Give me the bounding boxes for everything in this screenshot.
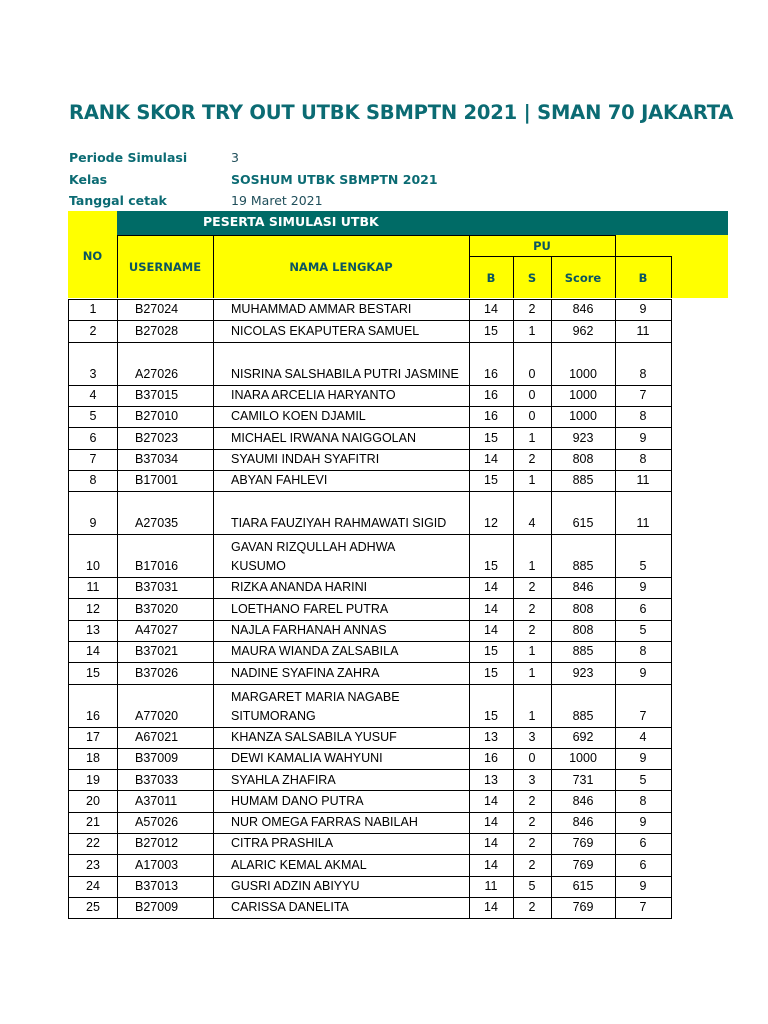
row-b: 13 bbox=[484, 729, 498, 744]
grid-line bbox=[68, 406, 671, 407]
row-b: 14 bbox=[484, 900, 498, 915]
grid-line bbox=[68, 534, 671, 535]
header-no: NO bbox=[82, 249, 103, 263]
row-b: 14 bbox=[484, 580, 498, 595]
row-score: 846 bbox=[572, 793, 594, 808]
row-name: DEWI KAMALIA WAHYUNI bbox=[231, 751, 383, 766]
grid-line bbox=[68, 769, 671, 770]
row-number: 12 bbox=[86, 601, 100, 616]
row-number: 15 bbox=[86, 665, 100, 680]
kelas-label: Kelas bbox=[69, 172, 108, 187]
row-score: 885 bbox=[572, 644, 594, 659]
row-name: SITUMORANG bbox=[231, 708, 316, 723]
row-s: 2 bbox=[528, 623, 536, 637]
row-s: 2 bbox=[528, 302, 536, 317]
grid-line bbox=[68, 790, 671, 791]
row-username: A57026 bbox=[135, 815, 179, 830]
row-b2: 9 bbox=[639, 879, 647, 893]
row-b2: 5 bbox=[639, 772, 647, 787]
row-name: RIZKA ANANDA HARINI bbox=[231, 580, 368, 595]
row-username: A37011 bbox=[135, 793, 178, 808]
row-name: NICOLAS EKAPUTERA SAMUEL bbox=[231, 323, 420, 338]
grid-line bbox=[68, 897, 671, 898]
row-s: 2 bbox=[528, 793, 536, 808]
row-s: 5 bbox=[528, 879, 536, 893]
row-b2: 6 bbox=[639, 836, 647, 851]
row-b: 13 bbox=[484, 772, 498, 787]
header-nama: NAMA LENGKAP bbox=[289, 260, 393, 274]
row-username: B37021 bbox=[135, 644, 179, 659]
grid-line bbox=[615, 299, 616, 919]
row-number: 14 bbox=[86, 644, 100, 659]
row-name: CITRA PRASHILA bbox=[231, 836, 334, 851]
row-name: LOETHANO FAREL PUTRA bbox=[231, 601, 389, 616]
grid-line bbox=[68, 684, 671, 685]
row-score: 808 bbox=[572, 601, 594, 616]
row-b2: 9 bbox=[639, 665, 647, 680]
row-b2: 6 bbox=[639, 857, 647, 872]
row-b: 15 bbox=[484, 430, 498, 445]
grid-line bbox=[68, 598, 671, 599]
row-number: 7 bbox=[89, 451, 97, 466]
row-b2: 11 bbox=[636, 323, 650, 338]
row-name: MICHAEL IRWANA NAIGGOLAN bbox=[231, 430, 416, 445]
row-score: 615 bbox=[572, 879, 594, 893]
row-score: 846 bbox=[572, 580, 594, 595]
row-b2: 8 bbox=[639, 366, 647, 381]
row-username: B17016 bbox=[135, 559, 179, 574]
row-name: INARA ARCELIA HARYANTO bbox=[231, 387, 396, 402]
row-number: 18 bbox=[86, 751, 100, 766]
row-username: B27024 bbox=[135, 302, 179, 317]
header-pu: PU bbox=[533, 239, 551, 253]
row-number: 22 bbox=[86, 836, 100, 851]
row-b2: 6 bbox=[639, 601, 647, 616]
grid-line bbox=[68, 662, 671, 663]
row-b2: 7 bbox=[639, 708, 647, 723]
row-b2: 5 bbox=[639, 559, 647, 574]
row-name: NAJLA FARHANAH ANNAS bbox=[231, 623, 387, 637]
grid-line bbox=[68, 470, 671, 471]
row-s: 1 bbox=[528, 665, 536, 680]
row-b: 15 bbox=[484, 323, 498, 338]
row-b2: 8 bbox=[639, 409, 647, 424]
row-username: B37031 bbox=[135, 580, 179, 595]
grid-line bbox=[68, 427, 671, 428]
grid-line bbox=[551, 256, 552, 298]
grid-line bbox=[68, 491, 671, 492]
row-username: B37013 bbox=[135, 879, 179, 893]
row-username: B37015 bbox=[135, 387, 179, 402]
row-score: 1000 bbox=[569, 409, 597, 424]
grid-line bbox=[469, 235, 470, 298]
header-s: S bbox=[527, 271, 537, 285]
row-number: 24 bbox=[86, 879, 100, 893]
row-score: 731 bbox=[572, 772, 594, 787]
row-b: 12 bbox=[484, 516, 498, 531]
row-score: 885 bbox=[572, 559, 594, 574]
row-s: 2 bbox=[528, 836, 536, 851]
row-number: 19 bbox=[86, 772, 100, 787]
row-score: 923 bbox=[572, 665, 594, 680]
row-name: GUSRI ADZIN ABIYYU bbox=[231, 879, 360, 893]
row-name: MUHAMMAD AMMAR BESTARI bbox=[231, 302, 412, 317]
row-number: 6 bbox=[89, 430, 97, 445]
row-s: 1 bbox=[528, 708, 536, 723]
row-number: 13 bbox=[86, 623, 100, 637]
row-username: A17003 bbox=[135, 857, 179, 872]
row-b: 15 bbox=[484, 644, 498, 659]
row-b2: 7 bbox=[639, 900, 647, 915]
row-score: 692 bbox=[572, 729, 594, 744]
row-b2: 8 bbox=[639, 644, 647, 659]
row-s: 1 bbox=[528, 323, 536, 338]
row-b2: 11 bbox=[636, 516, 650, 531]
row-score: 1000 bbox=[569, 387, 597, 402]
page-title: RANK SKOR TRY OUT UTBK SBMPTN 2021 | SMAN 70 JAKARTA bbox=[69, 101, 734, 124]
row-name: GAVAN RIZQULLAH ADHWA bbox=[231, 540, 396, 555]
row-username: B27023 bbox=[135, 430, 179, 445]
row-b: 14 bbox=[484, 857, 498, 872]
row-number: 4 bbox=[89, 387, 97, 402]
grid-line bbox=[68, 299, 671, 300]
grid-line bbox=[551, 299, 552, 919]
row-username: A67021 bbox=[135, 729, 179, 744]
row-b2: 9 bbox=[639, 580, 647, 595]
grid-line bbox=[615, 235, 616, 298]
row-score: 769 bbox=[572, 857, 594, 872]
grid-line bbox=[68, 620, 671, 621]
row-b: 14 bbox=[484, 302, 498, 317]
grid-line bbox=[68, 320, 671, 321]
row-number: 17 bbox=[86, 729, 100, 744]
row-username: A47027 bbox=[135, 623, 179, 637]
header-b: B bbox=[486, 271, 496, 285]
row-username: B37009 bbox=[135, 751, 179, 766]
row-score: 885 bbox=[572, 708, 594, 723]
row-b2: 11 bbox=[636, 473, 650, 488]
row-name: KHANZA SALSABILA YUSUF bbox=[231, 729, 397, 744]
row-b: 14 bbox=[484, 815, 498, 830]
row-username: B37033 bbox=[135, 772, 179, 787]
row-b2: 5 bbox=[639, 623, 647, 637]
row-username: B27028 bbox=[135, 323, 179, 338]
row-score: 846 bbox=[572, 815, 594, 830]
row-b: 14 bbox=[484, 623, 498, 637]
row-b2: 9 bbox=[639, 815, 647, 830]
row-name: NADINE SYAFINA ZAHRA bbox=[231, 665, 380, 680]
grid-line bbox=[68, 342, 671, 343]
row-b: 14 bbox=[484, 601, 498, 616]
row-b2: 8 bbox=[639, 793, 647, 808]
row-name: ABYAN FAHLEVI bbox=[231, 473, 328, 488]
row-score: 615 bbox=[572, 516, 594, 531]
row-s: 3 bbox=[528, 772, 536, 787]
grid-line bbox=[213, 235, 214, 298]
table-banner-title: PESERTA SIMULASI UTBK bbox=[203, 214, 379, 229]
row-name: TIARA FAUZIYAH RAHMAWATI SIGID bbox=[231, 516, 447, 531]
row-score: 1000 bbox=[569, 366, 597, 381]
grid-line bbox=[68, 812, 671, 813]
row-number: 11 bbox=[86, 580, 100, 595]
row-b: 15 bbox=[484, 559, 498, 574]
row-b: 11 bbox=[484, 879, 498, 893]
row-username: B27010 bbox=[135, 409, 179, 424]
row-username: A27026 bbox=[135, 366, 179, 381]
row-s: 1 bbox=[528, 559, 536, 574]
row-number: 16 bbox=[86, 708, 100, 723]
row-score: 769 bbox=[572, 836, 594, 851]
row-username: B17001 bbox=[135, 473, 179, 488]
row-score: 923 bbox=[572, 430, 594, 445]
row-username: B27009 bbox=[135, 900, 179, 915]
grid-line bbox=[671, 299, 672, 919]
row-b2: 4 bbox=[639, 729, 647, 744]
row-number: 5 bbox=[89, 409, 97, 424]
row-b: 15 bbox=[484, 708, 498, 723]
grid-line bbox=[615, 256, 671, 257]
row-username: A77020 bbox=[135, 708, 179, 723]
row-score: 769 bbox=[572, 900, 594, 915]
row-b: 16 bbox=[484, 409, 498, 424]
grid-line bbox=[68, 727, 671, 728]
row-b2: 8 bbox=[639, 451, 647, 466]
grid-line bbox=[68, 449, 671, 450]
header-score: Score bbox=[564, 271, 602, 285]
row-score: 962 bbox=[572, 323, 594, 338]
row-b2: 7 bbox=[639, 387, 647, 402]
row-name: MAURA WIANDA ZALSABILA bbox=[231, 644, 399, 659]
row-score: 885 bbox=[572, 473, 594, 488]
row-s: 2 bbox=[528, 601, 536, 616]
grid-line bbox=[68, 299, 69, 919]
row-s: 0 bbox=[528, 751, 536, 766]
row-b: 14 bbox=[484, 793, 498, 808]
row-score: 1000 bbox=[569, 751, 597, 766]
row-username: B27012 bbox=[135, 836, 179, 851]
row-b: 14 bbox=[484, 836, 498, 851]
grid-line bbox=[68, 876, 671, 877]
row-s: 3 bbox=[528, 729, 536, 744]
periode-label: Periode Simulasi bbox=[69, 150, 188, 165]
row-s: 2 bbox=[528, 815, 536, 830]
row-b: 16 bbox=[484, 366, 498, 381]
row-b: 14 bbox=[484, 451, 498, 466]
row-number: 25 bbox=[86, 900, 100, 915]
grid-line bbox=[117, 299, 118, 919]
row-name: SYAHLA ZHAFIRA bbox=[231, 772, 336, 787]
tanggal-label: Tanggal cetak bbox=[69, 193, 167, 208]
row-number: 10 bbox=[86, 559, 100, 574]
row-b: 16 bbox=[484, 387, 498, 402]
row-username: B37026 bbox=[135, 665, 179, 680]
grid-line bbox=[469, 299, 470, 919]
row-number: 8 bbox=[89, 473, 97, 488]
grid-line bbox=[117, 235, 615, 236]
kelas-value: SOSHUM UTBK SBMPTN 2021 bbox=[231, 172, 438, 187]
row-name: NUR OMEGA FARRAS NABILAH bbox=[231, 815, 418, 830]
row-score: 808 bbox=[572, 623, 594, 637]
grid-line bbox=[117, 235, 118, 298]
grid-line bbox=[68, 918, 671, 919]
grid-line bbox=[68, 748, 671, 749]
row-score: 846 bbox=[572, 302, 594, 317]
row-name: SYAUMI INDAH SYAFITRI bbox=[231, 451, 380, 466]
row-s: 2 bbox=[528, 451, 536, 466]
row-name: ALARIC KEMAL AKMAL bbox=[231, 857, 367, 872]
row-b: 16 bbox=[484, 751, 498, 766]
row-s: 1 bbox=[528, 644, 536, 659]
row-number: 3 bbox=[89, 366, 97, 381]
row-s: 0 bbox=[528, 409, 536, 424]
grid-line bbox=[469, 256, 615, 257]
row-s: 1 bbox=[528, 430, 536, 445]
row-name: KUSUMO bbox=[231, 559, 286, 574]
row-number: 2 bbox=[89, 323, 97, 338]
row-b: 15 bbox=[484, 473, 498, 488]
row-s: 2 bbox=[528, 857, 536, 872]
row-s: 1 bbox=[528, 473, 536, 488]
header-username: USERNAME bbox=[128, 260, 202, 274]
grid-line bbox=[671, 256, 672, 298]
row-number: 21 bbox=[86, 815, 100, 830]
grid-line bbox=[68, 854, 671, 855]
row-s: 0 bbox=[528, 387, 536, 402]
grid-line bbox=[213, 299, 214, 919]
grid-line bbox=[68, 641, 671, 642]
grid-line bbox=[513, 256, 514, 298]
row-username: A27035 bbox=[135, 516, 179, 531]
row-b2: 9 bbox=[639, 430, 647, 445]
tanggal-value: 19 Maret 2021 bbox=[231, 193, 323, 208]
row-b2: 9 bbox=[639, 302, 647, 317]
row-s: 2 bbox=[528, 900, 536, 915]
grid-line bbox=[68, 577, 671, 578]
row-s: 0 bbox=[528, 366, 536, 381]
row-number: 23 bbox=[86, 857, 100, 872]
row-number: 9 bbox=[89, 516, 97, 531]
grid-line bbox=[513, 299, 514, 919]
grid-line bbox=[68, 385, 671, 386]
row-s: 2 bbox=[528, 580, 536, 595]
row-name: MARGARET MARIA NAGABE bbox=[231, 689, 400, 704]
row-name: CARISSA DANELITA bbox=[231, 900, 349, 915]
row-b2: 9 bbox=[639, 751, 647, 766]
grid-line bbox=[68, 833, 671, 834]
row-name: CAMILO KOEN DJAMIL bbox=[231, 409, 366, 424]
row-username: B37034 bbox=[135, 451, 179, 466]
row-name: NISRINA SALSHABILA PUTRI JASMINE bbox=[231, 366, 459, 381]
row-score: 808 bbox=[572, 451, 594, 466]
periode-value: 3 bbox=[231, 150, 239, 165]
row-s: 4 bbox=[528, 516, 536, 531]
row-number: 20 bbox=[86, 793, 100, 808]
row-username: B37020 bbox=[135, 601, 179, 616]
header-b2: B bbox=[638, 271, 648, 285]
row-number: 1 bbox=[89, 302, 97, 317]
row-b: 15 bbox=[484, 665, 498, 680]
row-name: HUMAM DANO PUTRA bbox=[231, 793, 364, 808]
